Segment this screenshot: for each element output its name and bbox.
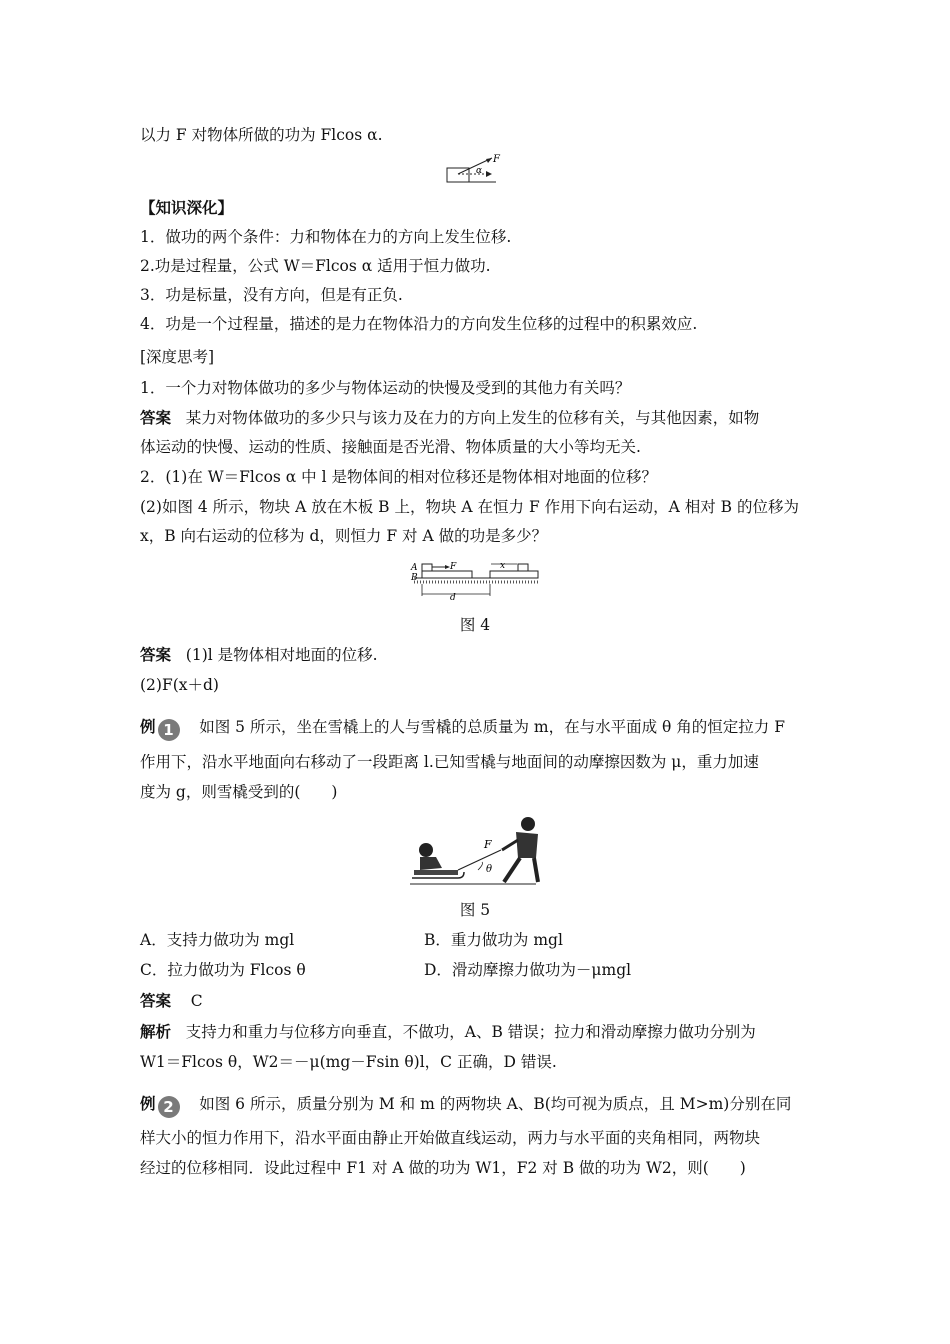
- example-1-analysis-cont: W1＝Flcos θ，W2＝－μ(mg－Fsin θ)l，C 正确，D 错误.: [140, 1053, 557, 1071]
- knowledge-heading: 【知识深化】: [140, 198, 234, 217]
- sitting-person-head: [419, 843, 433, 857]
- answer-text: (1)l 是物体相对地面的位移.: [185, 646, 378, 664]
- option-c[interactable]: C．拉力做功为 Flcos θ: [140, 961, 306, 979]
- pulling-person-head: [521, 817, 535, 831]
- figure-5-caption: 图 5: [459, 901, 491, 919]
- deep-question-2c: x，B 向右运动的位移为 d，则恒力 F 对 A 做的功是多少？: [140, 527, 548, 545]
- example-label: 例: [140, 717, 156, 736]
- analysis-label: 解析: [140, 1022, 172, 1041]
- example-2-line-2: 样大小的恒力作用下，沿水平面由静止开始做直线运动，两力与水平面的夹角相同，两物块: [140, 1129, 761, 1147]
- pulling-person-body: [516, 832, 538, 858]
- example-text: 如图 5 所示，坐在雪橇上的人与雪橇的总质量为 m，在与水平面成 θ 角的恒定拉力 F: [199, 718, 785, 736]
- option-a[interactable]: A．支持力做功为 mgl: [140, 931, 295, 949]
- option-d[interactable]: D．滑动摩擦力做功为－μmgl: [424, 961, 632, 979]
- deep-question-1: 1．一个力对物体做功的多少与物体运动的快慢及受到的其他力有关吗？: [140, 379, 631, 397]
- knowledge-item: 2.功是过程量，公式 W＝Flcos α 适用于恒力做功.: [140, 257, 491, 275]
- board-b-end: [490, 571, 538, 578]
- analysis-text: 支持力和重力与位移方向垂直，不做功，A、B 错误；拉力和滑动摩擦力做功分别为: [185, 1023, 756, 1041]
- label-x: x: [500, 561, 506, 571]
- example-1-line-3: 度为 g，则雪橇受到的( ): [140, 783, 338, 801]
- example-2-line-1: [140, 1093, 812, 1118]
- force-label: F: [493, 154, 500, 165]
- answer-label: 答案: [140, 645, 172, 664]
- deep-answer-1-cont: 体运动的快慢、运动的性质、接触面是否光滑、物体质量的大小等均无关.: [140, 438, 641, 456]
- label-f: F: [450, 562, 457, 572]
- example-number-badge: 2: [158, 1096, 180, 1118]
- deep-heading: [深度思考]: [140, 348, 215, 366]
- board-b-start: [422, 571, 472, 578]
- label-b: B: [411, 573, 418, 583]
- deep-answer-2-cont: (2)F(x＋d): [140, 676, 219, 694]
- label-a: A: [411, 563, 418, 573]
- example-1-answer: [140, 990, 812, 1012]
- answer-text: 某力对物体做功的多少只与该力及在力的方向上发生的位移有关，与其他因素，如物: [185, 409, 760, 427]
- knowledge-item: 3．功是标量，没有方向，但是有正负.: [140, 286, 403, 304]
- example-2-line-3: 经过的位移相同．设此过程中 F1 对 A 做的功为 W1，F2 对 B 做的功为 W2，则( ): [140, 1159, 746, 1177]
- force-label: F: [484, 838, 492, 851]
- answer-label: 答案: [140, 991, 172, 1010]
- force-angle-figure: [446, 152, 506, 186]
- angle-label: α: [476, 166, 483, 176]
- rope: [458, 850, 501, 870]
- option-b[interactable]: B．重力做功为 mgl: [424, 931, 563, 949]
- answer-value: C: [190, 992, 203, 1010]
- figure-4: [410, 560, 540, 604]
- example-1-analysis: [140, 1021, 812, 1043]
- figure-5-sled: [406, 812, 546, 888]
- deep-answer-1: [140, 407, 812, 429]
- knowledge-item: 4．功是一个过程量，描述的是力在物体沿力的方向发生位移的过程中的积累效应.: [140, 315, 698, 333]
- deep-question-2: 2．(1)在 W＝Flcos α 中 l 是物体间的相对位移还是物体相对地面的位移？: [140, 468, 657, 486]
- example-text: 如图 6 所示，质量分别为 M 和 m 的两物块 A、B(均可视为质点，且 M>m)分别在同: [199, 1095, 792, 1113]
- figure-4-caption: 图 4: [459, 616, 491, 634]
- block-a-end: [518, 564, 528, 571]
- sled: [414, 870, 458, 875]
- example-number-badge: 1: [158, 719, 180, 741]
- label-d: d: [450, 593, 456, 603]
- intro-text: 以力 F 对物体所做的功为 Flcos α.: [140, 126, 383, 144]
- example-1-line-1: [140, 716, 812, 741]
- sitting-person-body: [420, 857, 442, 870]
- theta-label: θ: [486, 864, 493, 875]
- deep-answer-2: [140, 644, 812, 666]
- block-a-start: [422, 564, 432, 571]
- deep-question-2b: (2)如图 4 所示，物块 A 放在木板 B 上，物块 A 在恒力 F 作用下向右运动，A 相对 B 的位移为: [140, 498, 799, 516]
- example-1-line-2: 作用下，沿水平地面向右移动了一段距离 l.已知雪橇与地面间的动摩擦因数为 μ，重力加速: [140, 753, 759, 771]
- example-label: 例: [140, 1094, 156, 1113]
- answer-label: 答案: [140, 408, 172, 427]
- knowledge-item: 1．做功的两个条件：力和物体在力的方向上发生位移.: [140, 228, 512, 246]
